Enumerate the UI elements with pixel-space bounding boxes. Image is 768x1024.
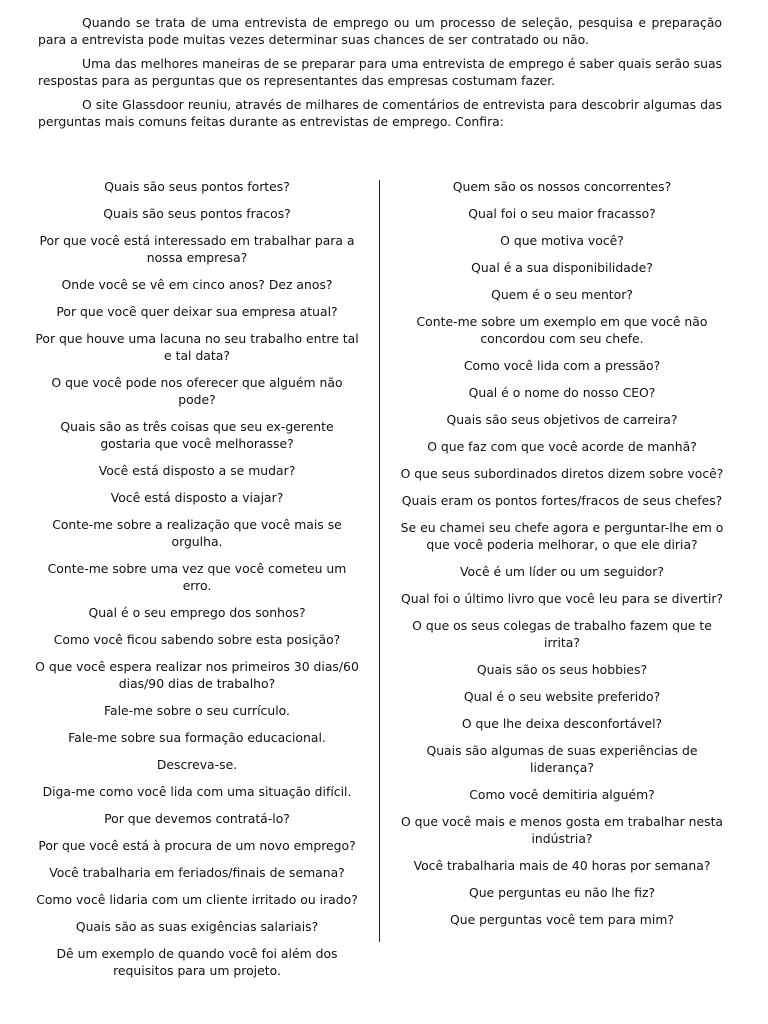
question-item: Quais eram os pontos fortes/fracos de seus chefes? bbox=[401, 493, 723, 508]
question-item: Qual é a sua disponibilidade? bbox=[471, 260, 653, 275]
question-item: Quais são seus pontos fortes? bbox=[104, 179, 290, 194]
questions-right-column bbox=[398, 178, 726, 938]
question-item: Qual foi o seu maior fracasso? bbox=[468, 206, 656, 221]
question-item: Onde você se vê em cinco anos? Dez anos? bbox=[61, 277, 333, 292]
question-item: Descreva-se. bbox=[156, 757, 238, 772]
intro-paragraph: Quando se trata de uma entrevista de emprego ou um processo de seleção, pesquisa e preparação para a entrevista pode muitas vezes determinar suas chances de ser contratado ou não. bbox=[38, 15, 722, 47]
question-item: Você trabalharia mais de 40 horas por semana? bbox=[413, 858, 711, 873]
question-item: Se eu chamei seu chefe agora e perguntar-lhe em o que você poderia melhorar, o que ele diria? bbox=[400, 520, 724, 552]
question-item: Que perguntas eu não lhe fiz? bbox=[468, 885, 656, 900]
question-item: Quais são algumas de suas experiências de liderança? bbox=[426, 743, 698, 775]
question-item: Você é um líder ou um seguidor? bbox=[460, 564, 664, 579]
column-divider bbox=[379, 180, 380, 942]
question-item: Como você lidaria com um cliente irritado ou irado? bbox=[36, 892, 358, 907]
question-item: Por que você quer deixar sua empresa atual? bbox=[56, 304, 338, 319]
question-item: O que seus subordinados diretos dizem sobre você? bbox=[400, 466, 724, 481]
question-item: O que motiva você? bbox=[500, 233, 624, 248]
question-item: Como você ficou sabendo sobre esta posição? bbox=[53, 632, 341, 647]
question-item: Como você demitiria alguém? bbox=[469, 787, 655, 802]
question-item: Você está disposto a viajar? bbox=[110, 490, 284, 505]
question-item: Conte-me sobre uma vez que você cometeu um erro. bbox=[47, 561, 347, 593]
question-item: Diga-me como você lida com uma situação difícil. bbox=[42, 784, 352, 799]
question-item: Qual é o nome do nosso CEO? bbox=[468, 385, 656, 400]
question-item: Conte-me sobre um exemplo em que você não concordou com seu chefe. bbox=[416, 314, 708, 346]
question-item: Quais são as suas exigências salariais? bbox=[75, 919, 319, 934]
question-item: O que você espera realizar nos primeiros 30 dias/60 dias/90 dias de trabalho? bbox=[35, 659, 359, 691]
intro-section bbox=[38, 14, 722, 137]
questions-left-column bbox=[34, 178, 360, 989]
question-item: Que perguntas você tem para mim? bbox=[450, 912, 674, 927]
question-item: Qual foi o último livro que você leu para se divertir? bbox=[400, 591, 724, 606]
question-item: Quais são seus objetivos de carreira? bbox=[446, 412, 678, 427]
question-item: Por que você está à procura de um novo emprego? bbox=[38, 838, 356, 853]
intro-paragraph: Uma das melhores maneiras de se preparar para uma entrevista de emprego é saber quais serão suas respostas para as perguntas que os representantes das empresas costumam fazer. bbox=[38, 56, 722, 88]
question-item: Conte-me sobre a realização que você mais se orgulha. bbox=[52, 517, 342, 549]
question-item: Fale-me sobre sua formação educacional. bbox=[68, 730, 326, 745]
question-item: Você está disposto a se mudar? bbox=[98, 463, 296, 478]
question-item: Quem são os nossos concorrentes? bbox=[452, 179, 672, 194]
question-item: O que lhe deixa desconfortável? bbox=[461, 716, 663, 731]
question-item: O que os seus colegas de trabalho fazem que te irrita? bbox=[412, 618, 712, 650]
question-item: Por que devemos contratá-lo? bbox=[104, 811, 290, 826]
question-item: Quais são os seus hobbies? bbox=[476, 662, 648, 677]
question-item: Por que houve uma lacuna no seu trabalho entre tal e tal data? bbox=[35, 331, 359, 363]
question-item: Quais são seus pontos fracos? bbox=[103, 206, 291, 221]
intro-paragraph: O site Glassdoor reuniu, através de milhares de comentários de entrevista para descobrir algumas das perguntas mais comuns feitas durante as entrevistas de emprego. Confira: bbox=[38, 97, 722, 129]
question-item: Dê um exemplo de quando você foi além dos requisitos para um projeto. bbox=[56, 946, 338, 978]
question-item: O que você pode nos oferecer que alguém não pode? bbox=[51, 375, 343, 407]
question-item: Você trabalharia em feriados/finais de semana? bbox=[49, 865, 345, 880]
question-item: O que faz com que você acorde de manhã? bbox=[427, 439, 697, 454]
question-item: Fale-me sobre o seu currículo. bbox=[104, 703, 290, 718]
question-item: Como você lida com a pressão? bbox=[463, 358, 661, 373]
question-item: Quem é o seu mentor? bbox=[491, 287, 633, 302]
question-item: Qual é o seu website preferido? bbox=[463, 689, 661, 704]
question-item: O que você mais e menos gosta em trabalhar nesta indústria? bbox=[400, 814, 724, 846]
question-item: Por que você está interessado em trabalhar para a nossa empresa? bbox=[39, 233, 355, 265]
question-item: Quais são as três coisas que seu ex-gerente gostaria que você melhorasse? bbox=[60, 419, 334, 451]
question-item: Qual é o seu emprego dos sonhos? bbox=[88, 605, 306, 620]
